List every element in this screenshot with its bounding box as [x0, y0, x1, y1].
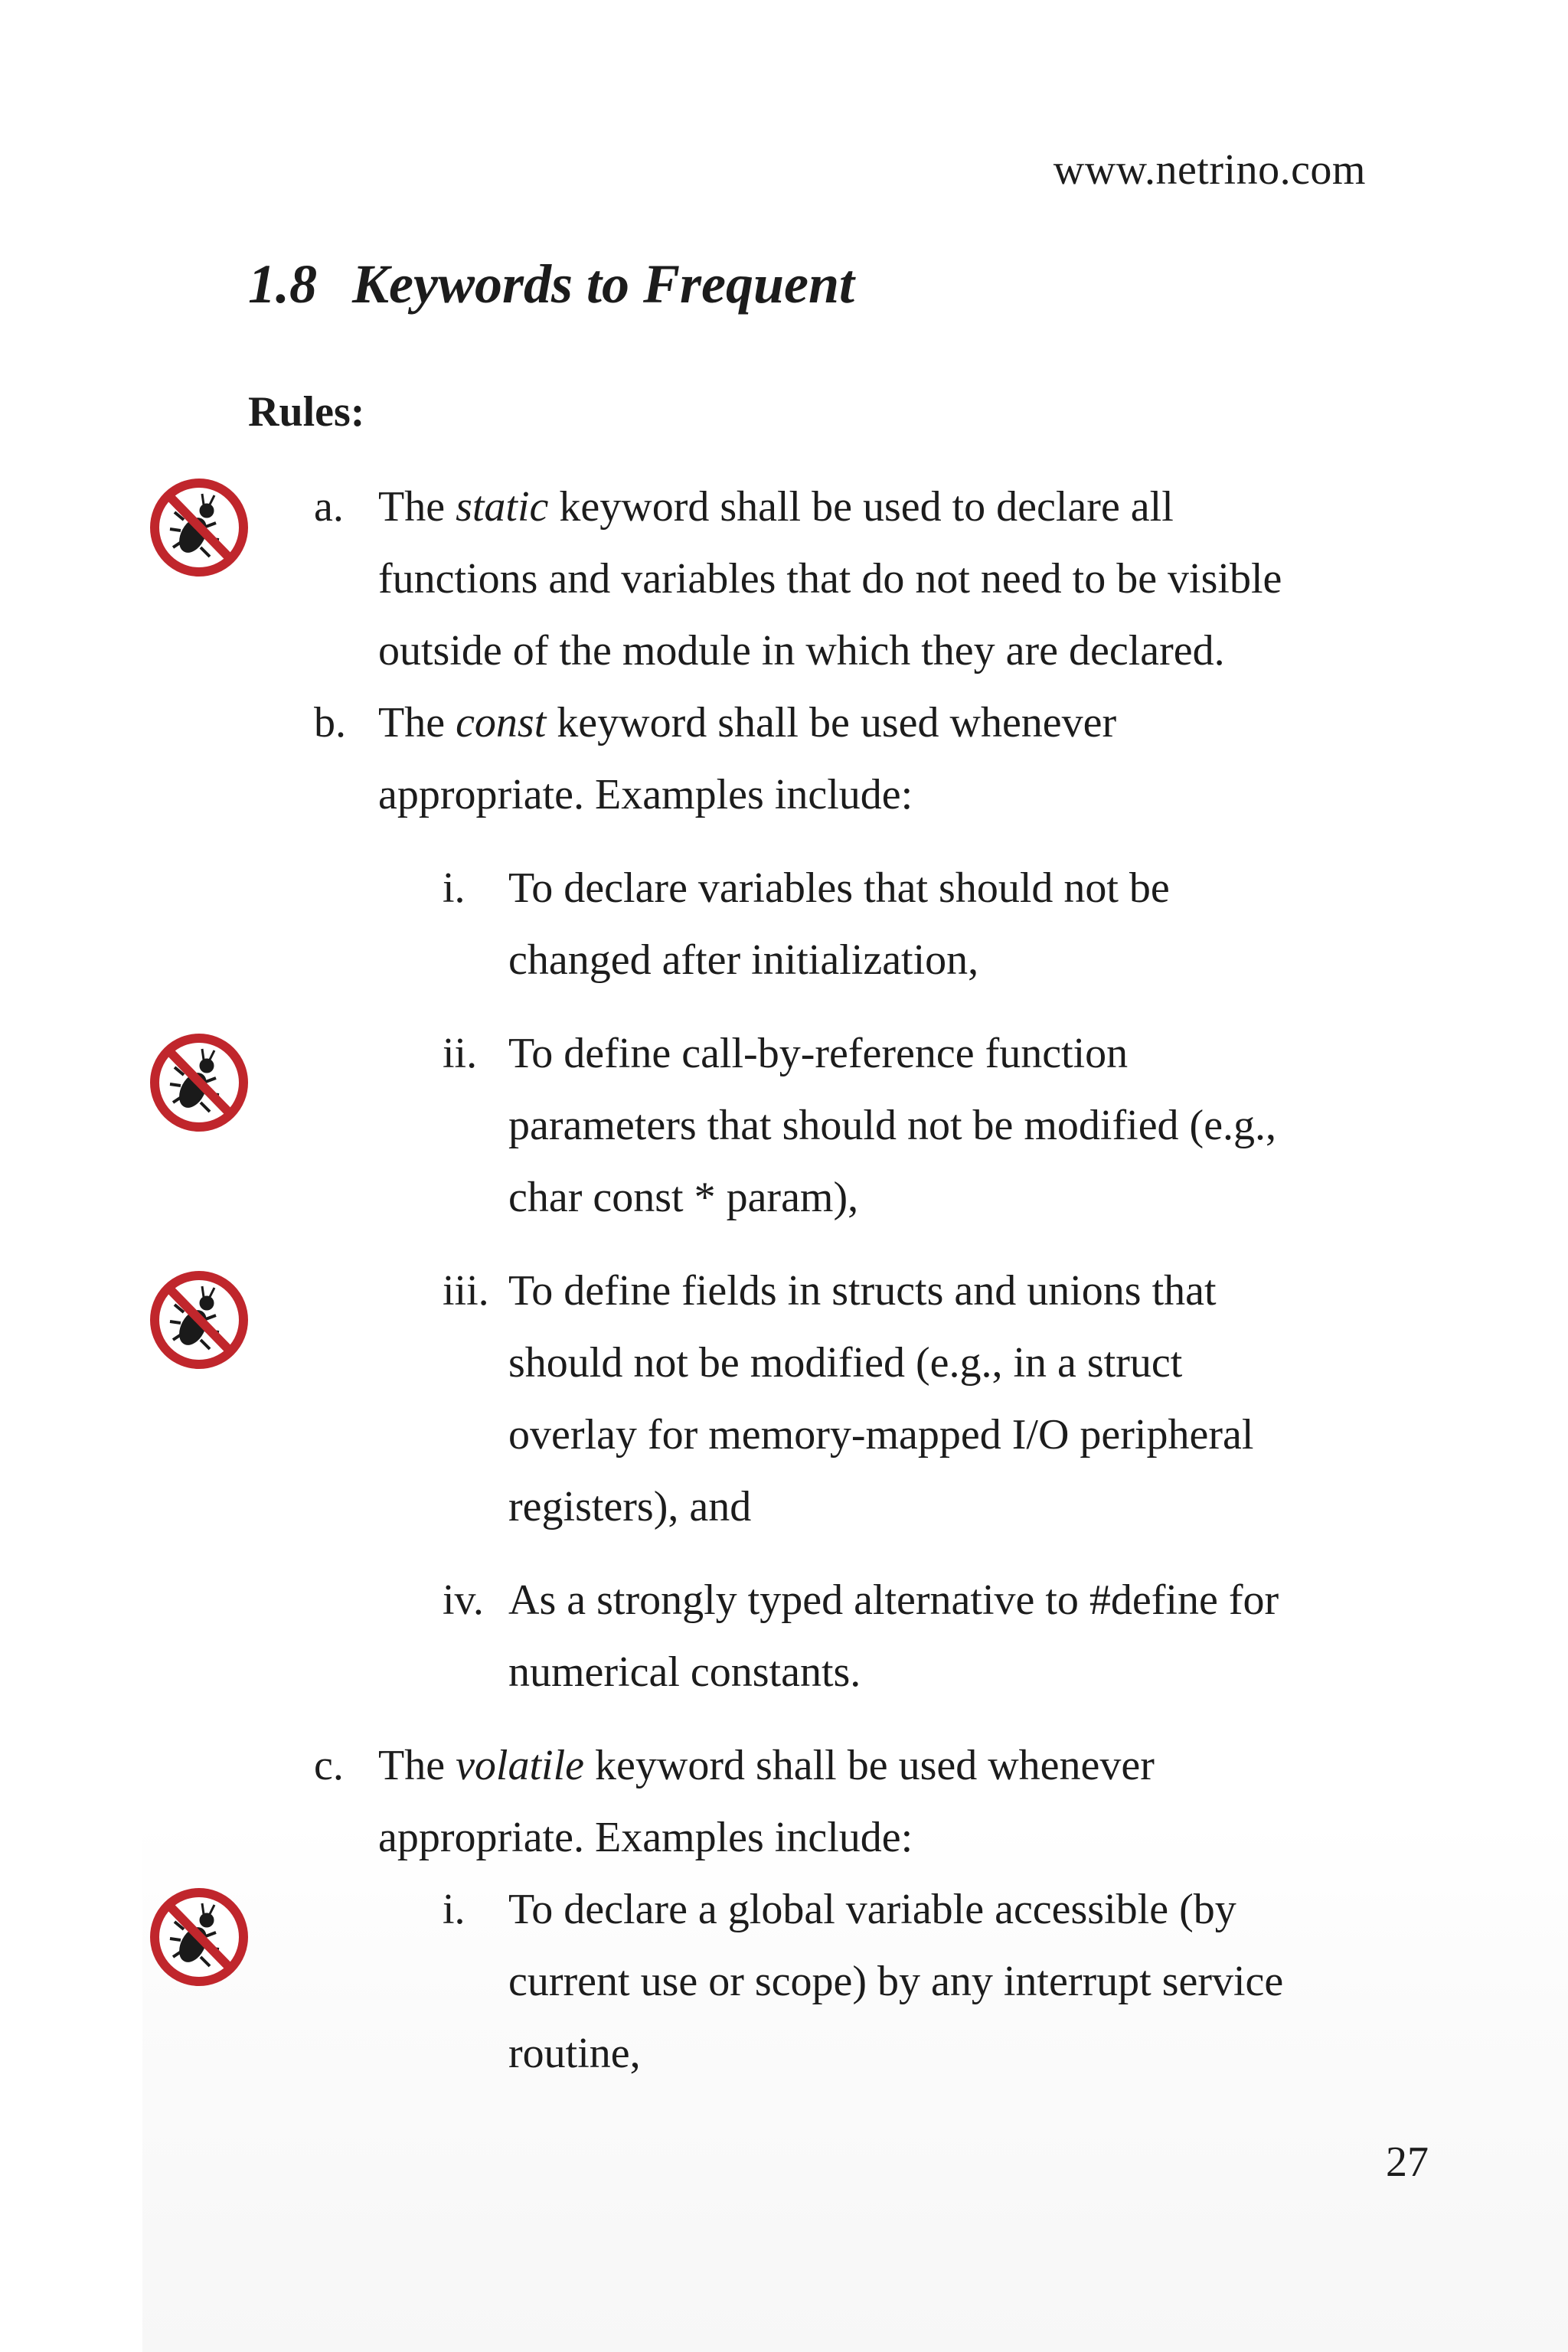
rule-c-item-1-line-2: current use or scope) by any interrupt service — [508, 1958, 1284, 2005]
rule-c-marker: c. — [314, 1742, 344, 1789]
keyword-volatile: volatile — [456, 1742, 585, 1789]
rule-c-item-1-marker: i. — [443, 1886, 466, 1933]
no-bugs-icon — [149, 477, 250, 578]
rule-c-line-2: appropriate. Examples include: — [378, 1814, 913, 1861]
rule-b-item-3-line-3: overlay for memory-mapped I/O peripheral — [508, 1411, 1254, 1459]
rule-b-line-1: The const keyword shall be used whenever — [378, 699, 1117, 746]
rule-c-item-1-line-3: routine, — [508, 2030, 641, 2077]
rule-b-item-3-line-4: registers), and — [508, 1483, 752, 1530]
section-heading — [248, 253, 854, 316]
rules-label: Rules: — [248, 388, 365, 436]
rule-b-item-2-line-2: parameters that should not be modified (e.g., — [508, 1102, 1277, 1149]
rule-a-line-1: The static keyword shall be used to declare all — [378, 483, 1174, 531]
section-title: Keywords to Frequent — [352, 253, 855, 315]
rule-b-marker: b. — [314, 699, 346, 746]
rule-b-item-2-line-1: To define call-by-reference function — [508, 1030, 1129, 1077]
header-url: www.netrino.com — [1053, 146, 1366, 194]
keyword-static: static — [456, 483, 549, 531]
no-bugs-icon — [149, 1269, 250, 1370]
no-bugs-icon — [149, 1032, 250, 1133]
page-number: 27 — [1386, 2138, 1429, 2186]
rule-b-item-3-marker: iii. — [443, 1267, 489, 1315]
rule-b-item-1-marker: i. — [443, 864, 466, 912]
rule-b-item-1-line-1: To declare variables that should not be — [508, 864, 1170, 912]
rule-a-line-2: functions and variables that do not need to be visible — [378, 555, 1282, 603]
rule-c-line-1: The volatile keyword shall be used whenever — [378, 1742, 1155, 1789]
rule-b-item-4-marker: iv. — [443, 1576, 484, 1624]
rule-b-item-4-line-2: numerical constants. — [508, 1648, 861, 1696]
section-number: 1.8 — [248, 253, 317, 315]
keyword-const: const — [456, 699, 547, 746]
rule-b-item-3-line-1: To define fields in structs and unions that — [508, 1267, 1217, 1315]
rule-b-item-4-line-1: As a strongly typed alternative to #define for — [508, 1576, 1279, 1624]
no-bugs-icon — [149, 1886, 250, 1988]
rule-a-line-3: outside of the module in which they are declared. — [378, 627, 1225, 675]
rule-c-item-1-line-1: To declare a global variable accessible (by — [508, 1886, 1236, 1933]
rule-b-item-1-line-2: changed after initialization, — [508, 936, 979, 984]
rule-b-item-2-marker: ii. — [443, 1030, 478, 1077]
rule-b-item-3-line-2: should not be modified (e.g., in a struct — [508, 1339, 1183, 1387]
rule-b-item-2-line-3: char const * param), — [508, 1174, 859, 1221]
rule-b-line-2: appropriate. Examples include: — [378, 771, 913, 818]
rule-a-marker: a. — [314, 483, 344, 531]
